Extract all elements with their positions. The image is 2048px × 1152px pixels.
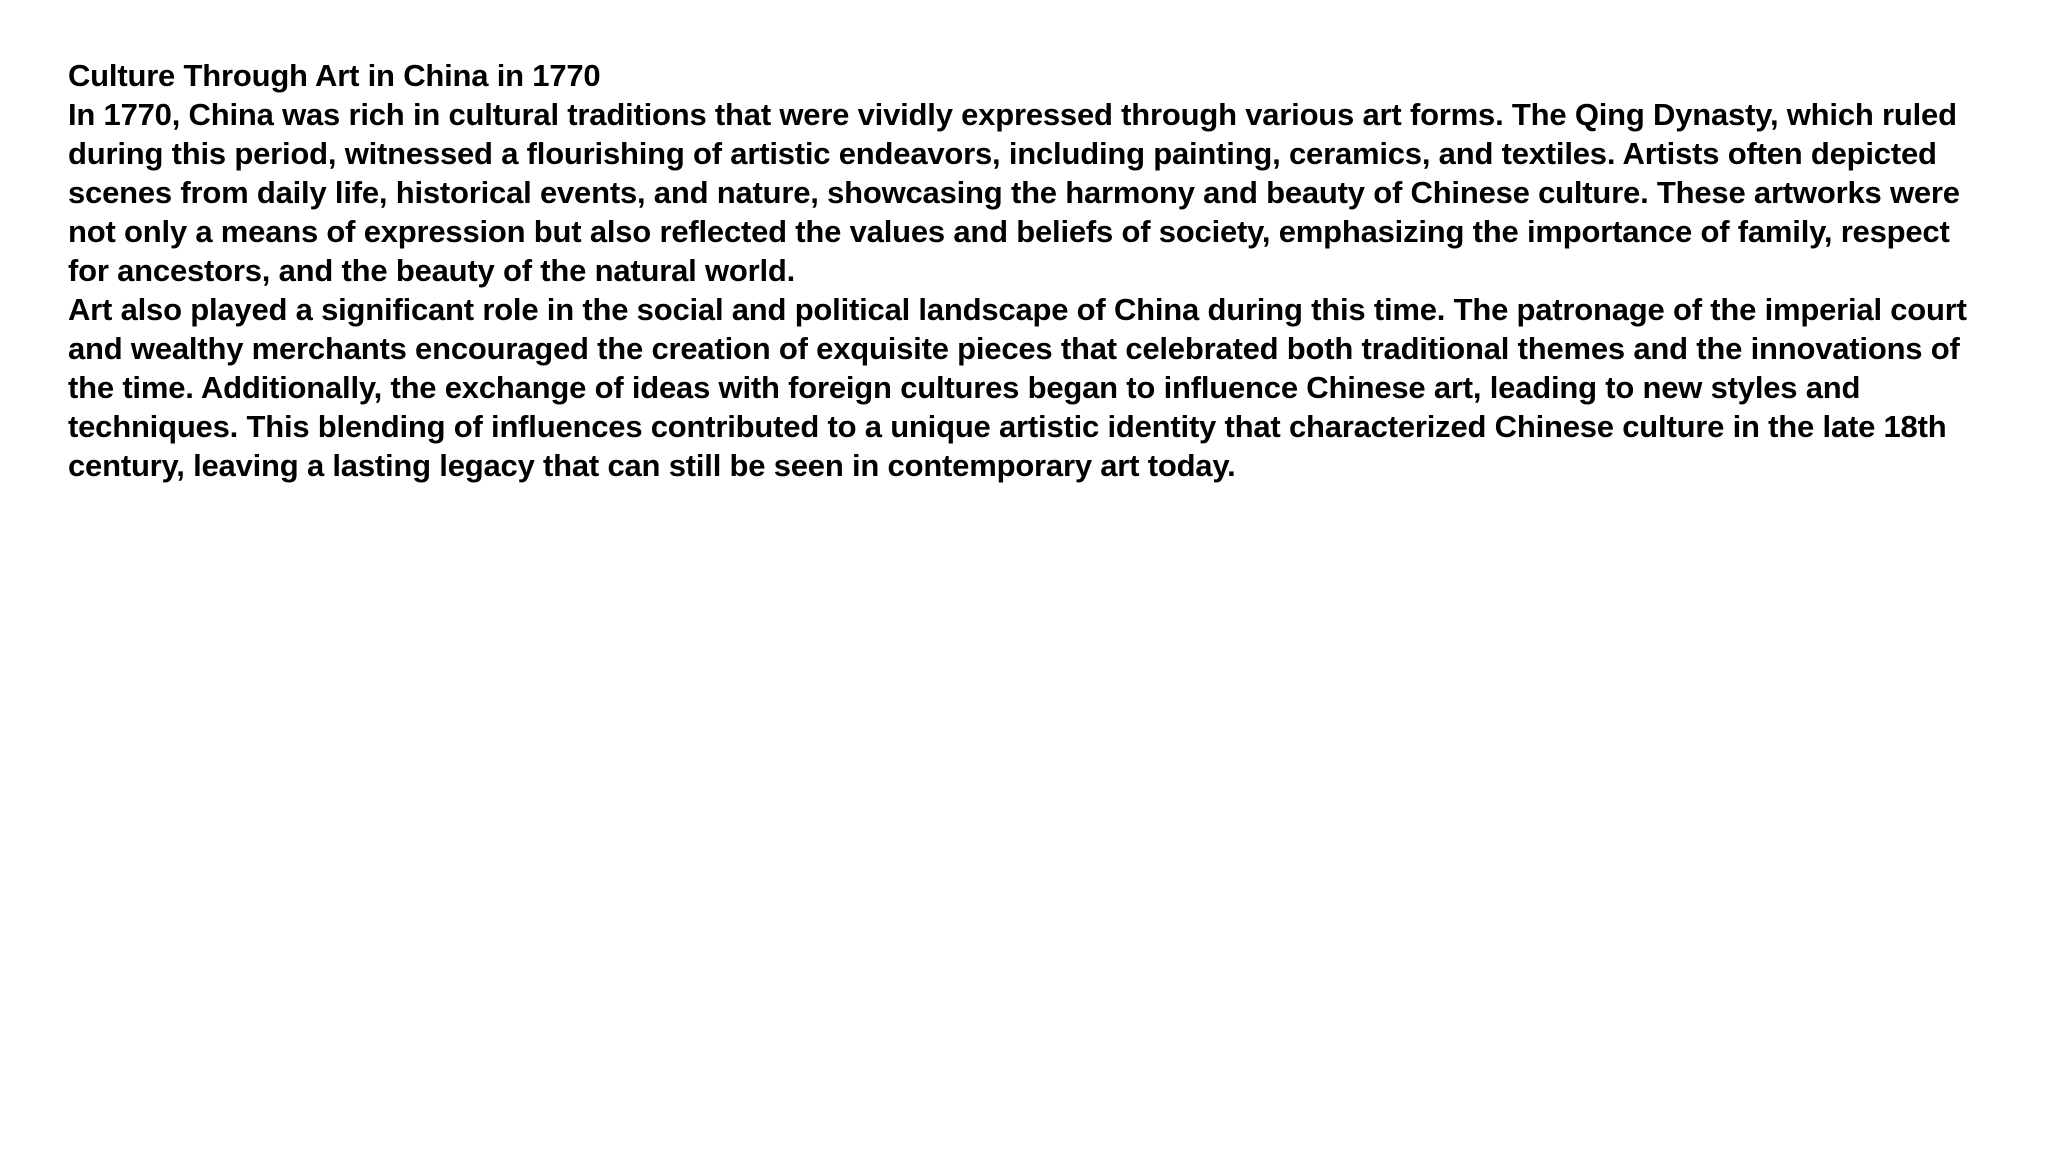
document-title: Culture Through Art in China in 1770 — [68, 58, 601, 93]
paragraph-1: In 1770, China was rich in cultural traditions that were vividly expressed through various art forms. The Qing Dynasty, which ruled during this period, witnessed a flourishing of artistic endeavors, including painting, ceramics, and textiles. Artists often depicted scenes from daily life, historical events, and nature, showcasing the harmony and beauty of Chinese culture. These artworks were not only a means of expression but also reflected the values and beliefs of society, emphasizing the importance of family, respect for ancestors, and the beauty of the natural world. — [68, 97, 1960, 288]
document-body — [68, 56, 1998, 485]
paragraph-2: Art also played a significant role in the social and political landscape of China during this time. The patronage of the imperial court and wealthy merchants encouraged the creation of exquisite pieces that celebrated both traditional themes and the innovations of the time. Additionally, the exchange of ideas with foreign cultures began to influence Chinese art, leading to new styles and techniques. This blending of influences contributed to a unique artistic identity that characterized Chinese culture in the late 18th century, leaving a lasting legacy that can still be seen in contemporary art today. — [68, 292, 1967, 483]
